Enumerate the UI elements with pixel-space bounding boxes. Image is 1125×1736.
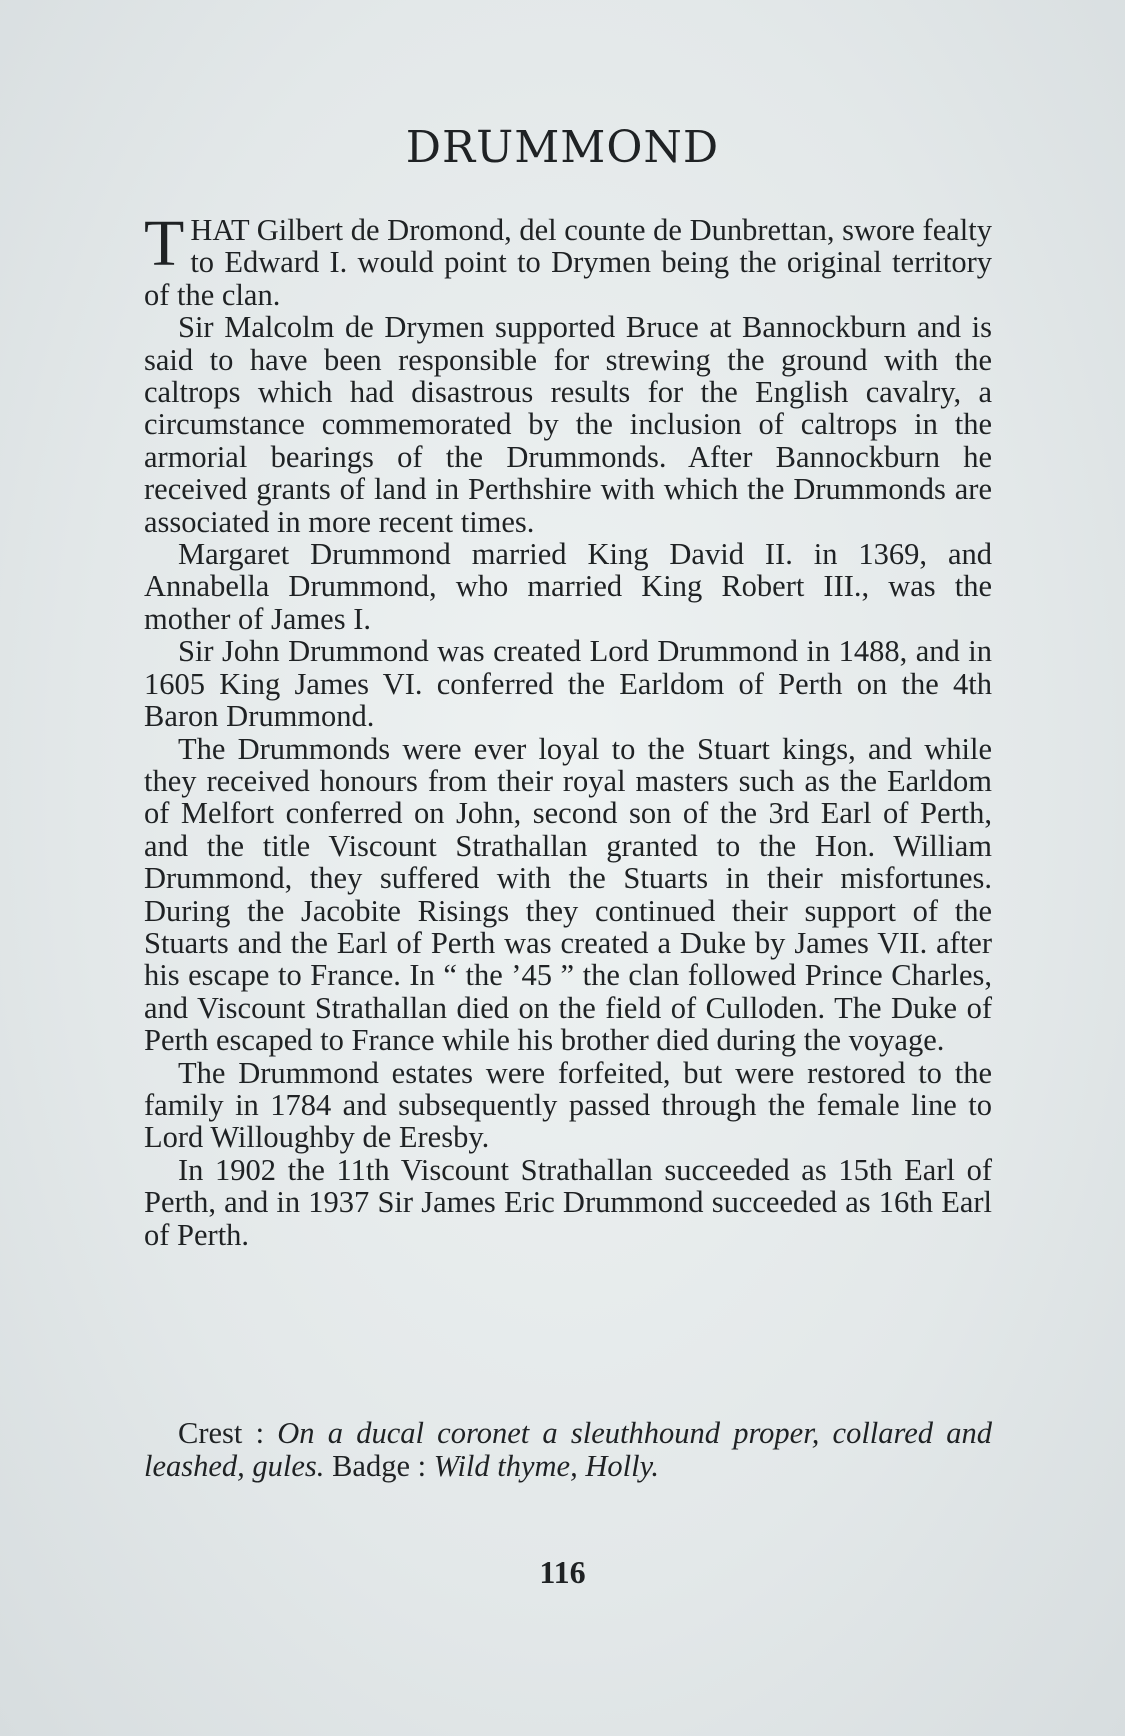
paragraph-lord-drummond: Sir John Drummond was created Lord Drummond in 1488, and in 1605 King James VI. conferred the Earldom of Perth on the 4th Baron Drummond. xyxy=(144,634,992,734)
paragraph-royal-marriages: Margaret Drummond married King David II. in 1369, and Annabella Drummond, who married King Robert III., was the mother of James I. xyxy=(144,537,992,636)
intro-text: HAT Gilbert de Dromond, del counte de Dunbrettan, swore fealty to Edward I. would point to Drymen being the original territory of the clan. xyxy=(144,213,992,312)
crest-description: On a ducal coronet a sleuthhound proper, collared and leashed, gules. xyxy=(144,1415,993,1483)
badge-label: Badge : xyxy=(332,1448,427,1483)
drop-cap: T xyxy=(144,207,185,280)
page-title: DRUMMOND xyxy=(405,122,720,173)
paragraph-stuart-loyalty: The Drummonds were ever loyal to the Stuart kings, and while they received honours from their royal masters such as the Earldom of Melfort conferred on John, second son of the 3rd Earl of Perth, and the title Viscount Strathallan granted to the Hon. William Drummond, they suffered with the Stuarts in their misfortunes. During the Jacobite Risings they continued their support of the Stuarts and the Earl of Perth was created a Duke by James VII. after his escape to France. In “ the ’45 ” the clan followed Prince Charles, and Viscount Strathallan died on the field of Culloden. The Duke of Perth escaped to France while his brother died during the voyage. xyxy=(144,731,992,1058)
paragraph-estates: The Drummond estates were forfeited, but were restored to the family in 1784 and subsequently passed through the female line to Lord Willoughby de Eresby. xyxy=(144,1055,992,1155)
crest-label: Crest : xyxy=(178,1415,265,1450)
paragraph-bannockburn: Sir Malcolm de Drymen supported Bruce at Bannockburn and is said to have been responsible for strewing the ground with the caltrops which had disastrous results for the English cavalry, a circumstance commemorated by the inclusion of caltrops in the armorial bearings of the Drummonds. After Bannockburn he received grants of land in Perthshire with which the Drummonds are associated in more recent times. xyxy=(144,310,992,539)
paragraph-earls-of-perth: In 1902 the 11th Viscount Strathallan succeeded as 15th Earl of Perth, and in 1937 Sir James Eric Drummond succeeded as 16th Earl of Perth. xyxy=(144,1152,992,1252)
badge-description: Wild thyme, Holly. xyxy=(433,1448,660,1483)
crest-badge-line xyxy=(144,1417,992,1483)
body-text xyxy=(144,207,992,1252)
page-number: 116 xyxy=(539,1554,586,1590)
paragraph-intro xyxy=(144,207,992,312)
